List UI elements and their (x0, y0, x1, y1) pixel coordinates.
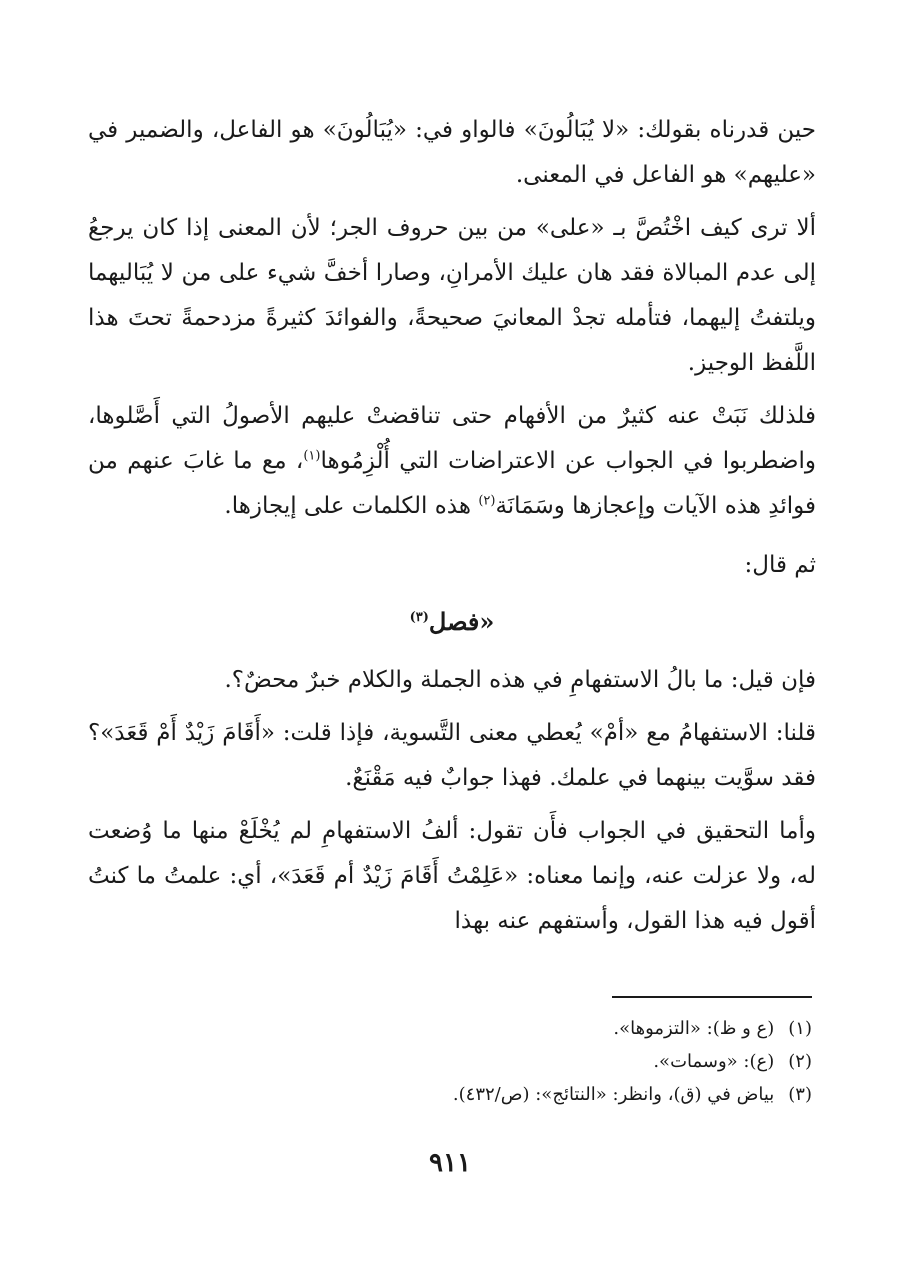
paragraph (88, 394, 816, 529)
footnote-number: (٣) (788, 1084, 812, 1105)
footnote-ref: (٣) (409, 610, 429, 625)
footnote-text: بياض في (ق)، وانظر: «النتائج»: (ص/٤٣٢). (452, 1084, 775, 1105)
heading-text: «فصل (428, 607, 495, 636)
footnote-text: (ع): «وسمات». (653, 1051, 775, 1072)
footnote (84, 1045, 812, 1078)
paragraph: حين قدرناه بقولك: «لا يُبَالُونَ» فالواو في: «يُبَالُونَ» هو الفاعل، والضمير في «عليهم» هو الفاعل في المعنى. (88, 117, 816, 188)
paragraph: ثم قال: (744, 552, 816, 578)
footnote-ref: (١) (303, 448, 321, 464)
page-number: ٩١١ (429, 1148, 471, 1178)
paragraph: فإن قيل: ما بالُ الاستفهامِ في هذه الجملة والكلام خبرٌ محضٌ؟. (224, 667, 816, 693)
paragraph: وأما التحقيق في الجواب فأَن تقول: ألفُ الاستفهامِ لم يُخْلَعْ منها ما وُضعت له، ولا عزلت عنه، وإنما معناه: «عَلِمْتُ أَقَامَ زَيْدٌ أم قَعَدَ»، أي: علمتُ ما كنتُ أقول فيه هذا القول، وأستفهم عنه بهذا (88, 818, 816, 934)
section-heading (88, 600, 816, 644)
footnote-number: (١) (788, 1018, 812, 1039)
footnotes (84, 1012, 812, 1111)
footnote-number: (٢) (788, 1051, 812, 1072)
main-text (88, 108, 816, 944)
paragraph-text: ، مع ما غابَ عنهم من فوائدِ هذه الآيات وإعجازها وسَمَانَة (88, 448, 816, 519)
footnote-text: (ع و ظ): «التزموها». (613, 1018, 775, 1039)
footnote (84, 1012, 812, 1045)
footnote (84, 1078, 812, 1111)
paragraph: قلنا: الاستفهامُ مع «أمْ» يُعطي معنى التَّسوية، فإذا قلت: «أَقَامَ زَيْدٌ أَمْ قَعَدَ»؟ فقد سوَّيت بينهما في علمك. فهذا جوابٌ فيه مَقْنَعٌ. (88, 720, 816, 791)
paragraph-text: هذه الكلمات على إيجازها. (224, 493, 479, 519)
paragraph-text: فلذلك نَبَتْ عنه كثيرٌ من الأفهام حتى تناقضتْ عليهم الأصولُ التي أَصَّلوها، واضطربوا في الجواب عن الاعتراضات التي أُلْزِمُوها (88, 403, 816, 474)
footnote-divider (612, 996, 812, 998)
paragraph: ألا ترى كيف اخْتُصَّ بـ «على» من بين حروف الجر؛ لأن المعنى إذا كان يرجعُ إلى عدم المبالاة فقد هان عليك الأمرانِ، وصارا أخفَّ شيء على من لا يُبَاليهما ويلتفتُ إليهما، فتأمله تجدْ المعانيَ صحيحةً، والفوائدَ كثيرةً مزدحمةً تحتَ هذا اللَّفظ الوجيز. (88, 215, 816, 376)
footnote-ref: (٢) (478, 493, 496, 509)
